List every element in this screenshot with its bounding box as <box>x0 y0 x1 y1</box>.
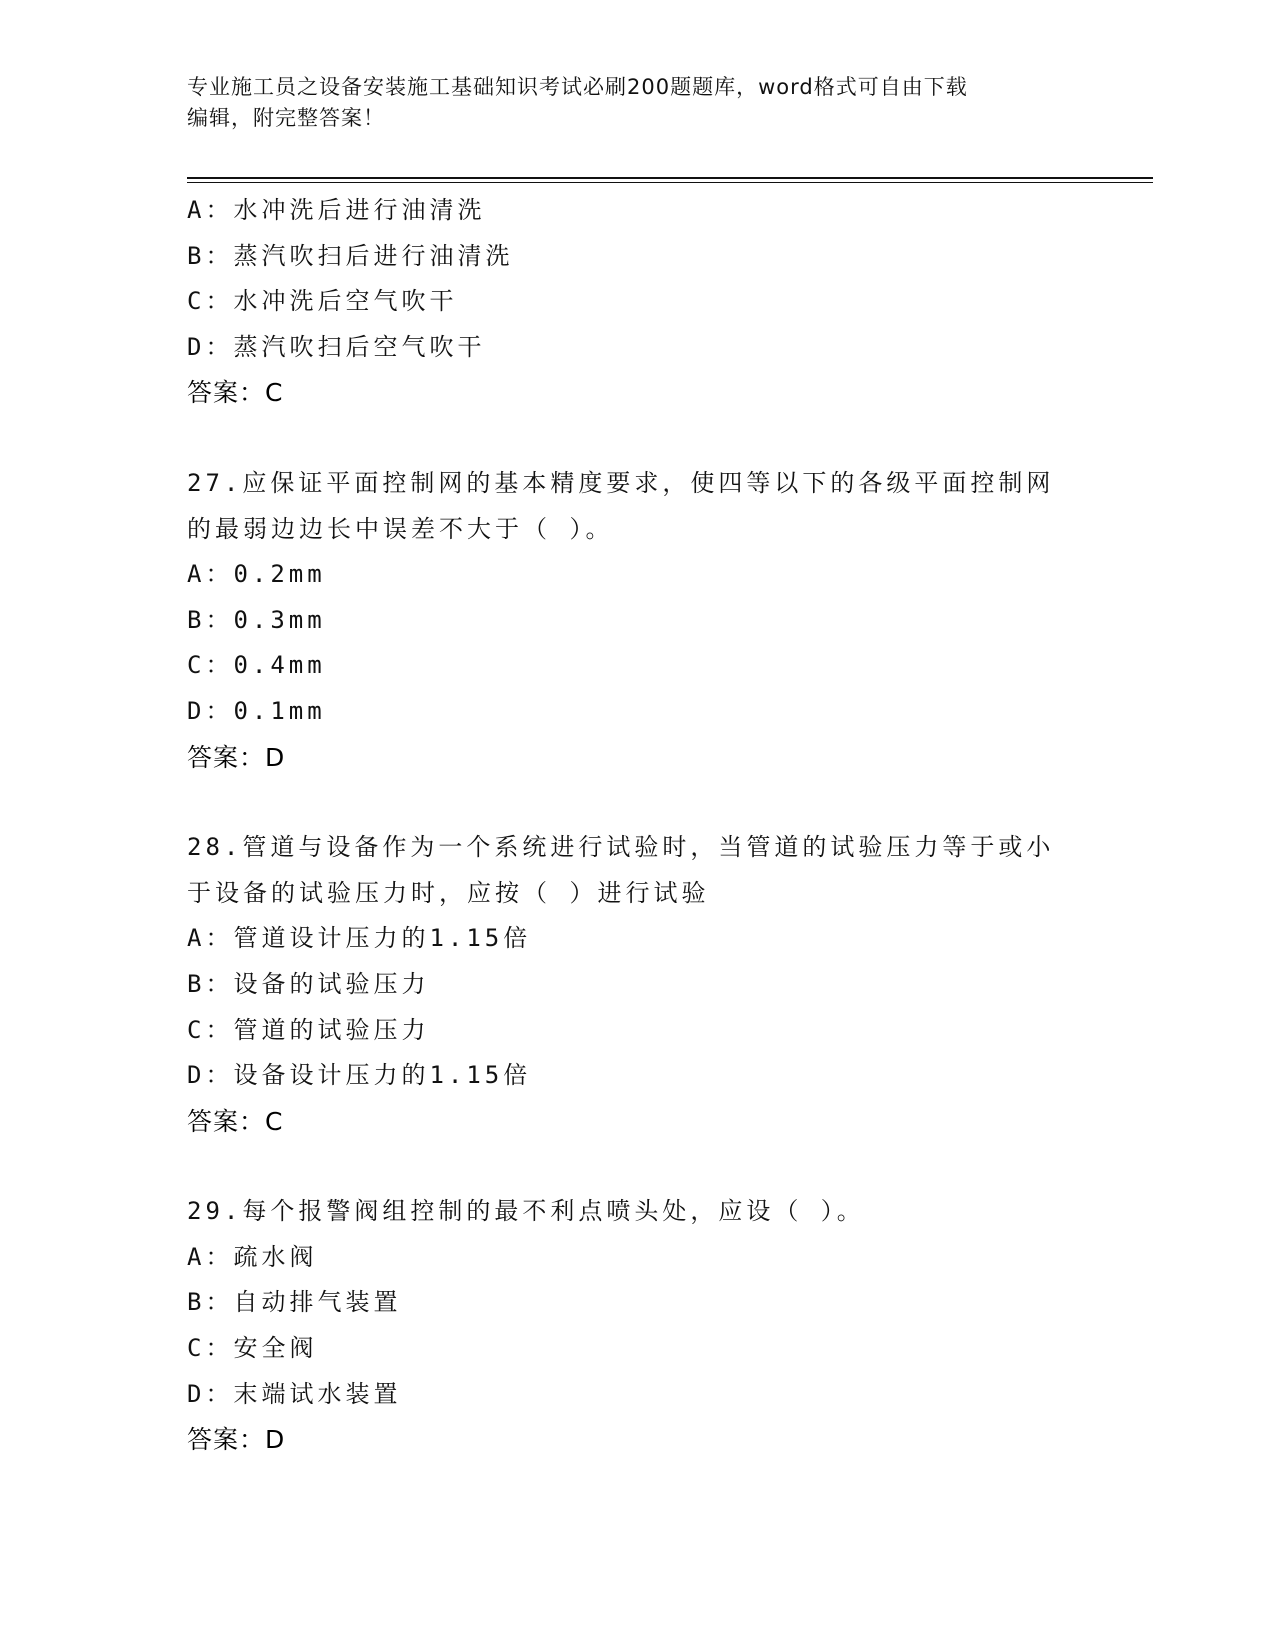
option-b: B：自动排气装置 <box>187 1288 402 1317</box>
option-b: B：设备的试验压力 <box>187 969 430 998</box>
document-header <box>187 72 1077 134</box>
header-divider-thin <box>187 182 1153 183</box>
option-d: D：设备设计压力的1.15倍 <box>187 1061 532 1090</box>
question-spacer <box>187 780 1087 825</box>
header-title-line-2: 编辑，附完整答案！ <box>187 106 385 130</box>
option-c: C：水冲洗后空气吹干 <box>187 287 458 316</box>
option-c: C：0.4mm <box>187 651 326 680</box>
question-block-26-continued <box>187 188 1087 416</box>
answer-line: 答案：D <box>187 742 286 772</box>
answer-line: 答案：C <box>187 1106 284 1136</box>
question-list <box>187 188 1087 1463</box>
question-block-28 <box>187 825 1087 1144</box>
option-d: D：末端试水装置 <box>187 1379 402 1408</box>
question-text-line: 27.应保证平面控制网的基本精度要求，使四等以下的各级平面控制网 <box>187 468 1055 497</box>
answer-line: 答案：D <box>187 1425 286 1455</box>
option-b: B：蒸汽吹扫后进行油清洗 <box>187 241 514 270</box>
question-block-27 <box>187 461 1087 780</box>
option-a: A：0.2mm <box>187 560 326 589</box>
option-b: B：0.3mm <box>187 605 326 634</box>
option-a: A：水冲洗后进行油清洗 <box>187 196 486 224</box>
question-text-line: 于设备的试验压力时，应按（ ）进行试验 <box>187 878 710 907</box>
option-d: D：0.1mm <box>187 696 326 725</box>
question-block-29 <box>187 1189 1087 1463</box>
question-spacer <box>187 1144 1087 1189</box>
header-title-line-1: 专业施工员之设备安装施工基础知识考试必刷200题题库，word格式可自由下载 <box>187 75 968 99</box>
question-text-line: 29.每个报警阀组控制的最不利点喷头处，应设（ ）。 <box>187 1197 865 1226</box>
option-d: D：蒸汽吹扫后空气吹干 <box>187 332 486 361</box>
option-c: C：安全阀 <box>187 1334 318 1363</box>
question-spacer <box>187 416 1087 461</box>
question-text-line: 的最弱边边长中误差不大于（ ）。 <box>187 514 614 543</box>
option-a: A：管道设计压力的1.15倍 <box>187 924 532 953</box>
question-text-line: 28.管道与设备作为一个系统进行试验时，当管道的试验压力等于或小 <box>187 833 1055 862</box>
header-divider-thick <box>187 177 1153 179</box>
option-a: A：疏水阀 <box>187 1242 318 1271</box>
answer-line: 答案：C <box>187 378 284 408</box>
option-c: C：管道的试验压力 <box>187 1015 430 1044</box>
